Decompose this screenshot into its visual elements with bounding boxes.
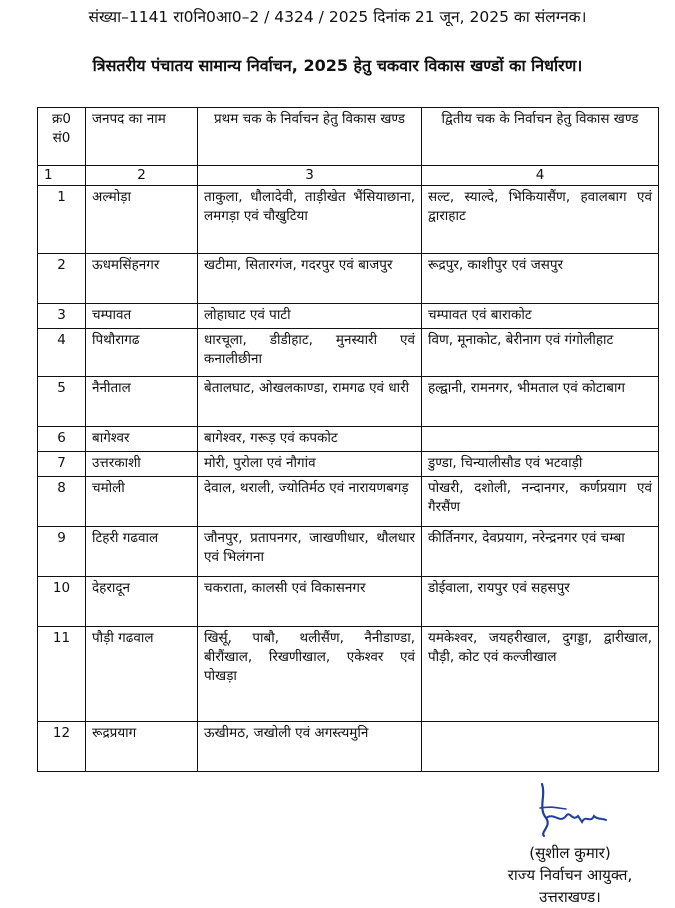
cell-phase2-blocks: सल्ट, स्याल्दे, भिकियासैंण, हवालबाग एवं द्वाराहाट bbox=[422, 186, 659, 254]
cell-serial: 4 bbox=[38, 329, 86, 377]
table-row bbox=[38, 477, 659, 527]
col-number-4: 4 bbox=[422, 166, 659, 186]
signature-block bbox=[470, 842, 670, 908]
col-number-3: 3 bbox=[198, 166, 422, 186]
col-header-serial: क्र0 सं0 bbox=[38, 108, 86, 166]
table-row bbox=[38, 186, 659, 254]
cell-district: चम्पावत bbox=[86, 304, 198, 329]
table-row bbox=[38, 377, 659, 427]
cell-serial: 9 bbox=[38, 527, 86, 577]
cell-phase1-blocks: धारचूला, डीडीहाट, मुनस्यारी एवं कनालीछीना bbox=[198, 329, 422, 377]
cell-phase2-blocks: चम्पावत एवं बाराकोट bbox=[422, 304, 659, 329]
cell-serial: 10 bbox=[38, 577, 86, 627]
cell-serial: 1 bbox=[38, 186, 86, 254]
table-row bbox=[38, 627, 659, 722]
cell-district: टिहरी गढवाल bbox=[86, 527, 198, 577]
cell-phase1-blocks: ऊखीमठ, जखोली एवं अगस्त्यमुनि bbox=[198, 722, 422, 772]
col-header-phase1: प्रथम चक के निर्वाचन हेतु विकास खण्ड bbox=[198, 108, 422, 166]
cell-phase1-blocks: मोरी, पुरोला एवं नौगांव bbox=[198, 452, 422, 477]
table-row bbox=[38, 329, 659, 377]
cell-phase2-blocks: डुण्डा, चिन्यालीसौड एवं भटवाड़ी bbox=[422, 452, 659, 477]
table-row bbox=[38, 577, 659, 627]
signatory-name: (सुशील कुमार) bbox=[529, 844, 611, 862]
schedule-table bbox=[37, 107, 659, 772]
cell-phase1-blocks: खटीमा, सितारगंज, गदरपुर एवं बाजपुर bbox=[198, 254, 422, 304]
col-header-district: जनपद का नाम bbox=[86, 108, 198, 166]
signatory-state: उत्तराखण्ड। bbox=[539, 888, 601, 906]
cell-phase1-blocks: खिर्सू, पाबौ, थलीसैंण, नैनीडाण्डा, बीरौंखाल, रिखणीखाल, एकेश्वर एवं पोखड़ा bbox=[198, 627, 422, 722]
table-row bbox=[38, 254, 659, 304]
col-header-phase2: द्वितीय चक के निर्वाचन हेतु विकास खण्ड bbox=[422, 108, 659, 166]
cell-phase2-blocks: यमकेश्वर, जयहरीखाल, दुगड्डा, द्वारीखाल, पौड़ी, कोट एवं कल्जीखाल bbox=[422, 627, 659, 722]
table-header-row bbox=[38, 108, 659, 166]
cell-serial: 8 bbox=[38, 477, 86, 527]
cell-district: रूद्रप्रयाग bbox=[86, 722, 198, 772]
cell-district: उत्तरकाशी bbox=[86, 452, 198, 477]
cell-serial: 7 bbox=[38, 452, 86, 477]
cell-phase2-blocks: हल्द्वानी, रामनगर, भीमताल एवं कोटाबाग bbox=[422, 377, 659, 427]
reference-line: संख्या–1141 रा0नि0आ0–2 / 4324 / 2025 दिनांक 21 जून, 2025 का संलग्नक। bbox=[88, 8, 587, 26]
cell-serial: 11 bbox=[38, 627, 86, 722]
table-row bbox=[38, 427, 659, 452]
cell-phase1-blocks: चकराता, कालसी एवं विकासनगर bbox=[198, 577, 422, 627]
signatory-designation: राज्य निर्वाचन आयुक्त, bbox=[507, 866, 633, 884]
cell-serial: 3 bbox=[38, 304, 86, 329]
cell-phase2-blocks: डोईवाला, रायपुर एवं सहसपुर bbox=[422, 577, 659, 627]
cell-phase1-blocks: ताकुला, धौलादेवी, ताड़ीखेत भैंसियाछाना, लमगड़ा एवं चौखुटिया bbox=[198, 186, 422, 254]
cell-phase1-blocks: बेतालघाट, ओखलकाण्डा, रामगढ एवं धारी bbox=[198, 377, 422, 427]
cell-district: नैनीताल bbox=[86, 377, 198, 427]
cell-phase2-blocks bbox=[422, 427, 659, 452]
cell-phase1-blocks: देवाल, थराली, ज्योतिर्मठ एवं नारायणबगड़ bbox=[198, 477, 422, 527]
cell-phase1-blocks: बागेश्वर, गरूड़ एवं कपकोट bbox=[198, 427, 422, 452]
document-title: त्रिसतरीय पंचातय सामान्य निर्वाचन, 2025 हेतु चकवार विकास खण्डों का निर्धारण। bbox=[92, 56, 583, 75]
table-row bbox=[38, 452, 659, 477]
col-number-1: 1 bbox=[38, 166, 86, 186]
column-number-row bbox=[38, 166, 659, 186]
cell-serial: 6 bbox=[38, 427, 86, 452]
table-row bbox=[38, 722, 659, 772]
cell-phase2-blocks: विण, मूनाकोट, बेरीनाग एवं गंगोलीहाट bbox=[422, 329, 659, 377]
cell-serial: 5 bbox=[38, 377, 86, 427]
cell-phase2-blocks: रूद्रपुर, काशीपुर एवं जसपुर bbox=[422, 254, 659, 304]
cell-serial: 12 bbox=[38, 722, 86, 772]
cell-phase2-blocks bbox=[422, 722, 659, 772]
cell-phase2-blocks: पोखरी, दशोली, नन्दानगर, कर्णप्रयाग एवं गैरसैंण bbox=[422, 477, 659, 527]
cell-phase1-blocks: लोहाघाट एवं पाटी bbox=[198, 304, 422, 329]
col-number-2: 2 bbox=[86, 166, 198, 186]
cell-phase2-blocks: कीर्तिनगर, देवप्रयाग, नरेन्द्रनगर एवं चम्बा bbox=[422, 527, 659, 577]
cell-district: बागेश्वर bbox=[86, 427, 198, 452]
table-row bbox=[38, 304, 659, 329]
signature-image bbox=[532, 778, 612, 840]
cell-district: पिथौरागढ bbox=[86, 329, 198, 377]
cell-district: अल्मोड़ा bbox=[86, 186, 198, 254]
table-body bbox=[38, 186, 659, 772]
cell-serial: 2 bbox=[38, 254, 86, 304]
cell-district: देहरादून bbox=[86, 577, 198, 627]
cell-district: ऊधमसिंहनगर bbox=[86, 254, 198, 304]
cell-district: चमोली bbox=[86, 477, 198, 527]
table-row bbox=[38, 527, 659, 577]
cell-district: पौड़ी गढवाल bbox=[86, 627, 198, 722]
cell-phase1-blocks: जौनपुर, प्रतापनगर, जाखणीधार, थौलधार एवं भिलंगना bbox=[198, 527, 422, 577]
